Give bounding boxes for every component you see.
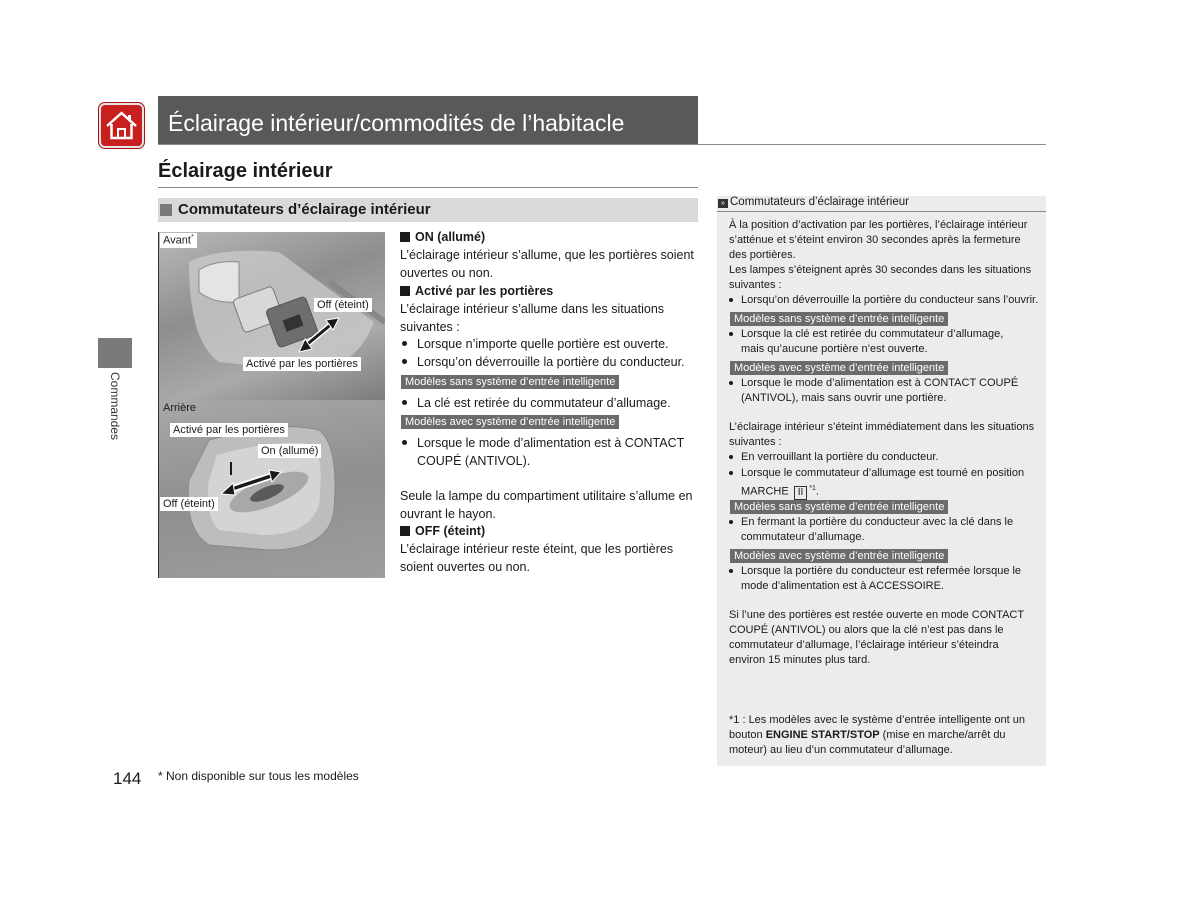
home-icon: [101, 105, 142, 146]
list-item: En verrouillant la portière du conducteur.: [729, 450, 1035, 465]
rear-view-label: Arrière: [163, 402, 197, 414]
front-off-label: Off (éteint): [314, 298, 372, 312]
door-text: L’éclairage intérieur s’allume dans les situations suivantes :: [400, 302, 665, 334]
panel-paragraph: À la position d’activation par les portières, l’éclairage intérieur s’atténue et s’éteint environ 30 secondes après la fermeture des portières.: [729, 219, 1028, 261]
list-item: Lorsque le mode d’alimentation est à CONTACT COUPÉ (ANTIVOL).: [402, 434, 700, 470]
list-item: La clé est retirée du commutateur d’allumage.: [402, 394, 702, 412]
footnote: * Non disponible sur tous les modèles: [158, 769, 359, 783]
rear-off-label: Off (éteint): [160, 497, 218, 511]
section-divider: [158, 187, 698, 188]
door-heading: Activé par les portières: [400, 282, 553, 300]
list-item: Lorsqu’on déverrouille la portière du conducteur.: [402, 353, 702, 371]
model-tag-with: Modèles avec système d’entrée intelligente: [730, 549, 948, 563]
model-tag-without: Modèles sans système d’entrée intelligente: [730, 312, 948, 326]
page-number: 144: [113, 769, 142, 788]
list-item: Lorsque le mode d’alimentation est à CONTACT COUPÉ (ANTIVOL), mais sans ouvrir une portière.: [729, 376, 1029, 406]
ignition-position-key: II: [794, 486, 808, 500]
reference-arrow-icon: »: [718, 199, 728, 208]
model-tag-with: Modèles avec système d’entrée intelligente: [401, 415, 619, 429]
off-text: L’éclairage intérieur reste éteint, que les portières soient ouvertes ou non.: [400, 542, 674, 574]
info-panel-title: Commutateurs d’éclairage intérieur: [730, 196, 909, 208]
subsection-title: Commutateurs d’éclairage intérieur: [178, 201, 431, 218]
panel-footnote: *1 : Les modèles avec le système d’entrée intelligente ont un bouton ENGINE START/STOP (mise en marche/arrêt du moteur) au lieu d’un commutateur d’allumage.: [729, 714, 1025, 756]
panel-paragraph: L’éclairage intérieur s’éteint immédiatement dans les situations suivantes :: [729, 421, 1035, 448]
panel-paragraph: Si l’une des portières est restée ouverte en mode CONTACT COUPÉ (ANTIVOL) ou alors que la clé n’est pas dans le commutateur d’allumage, l’éclairage intérieur s’éteindra environ 15 minutes plus tard.: [729, 609, 1024, 666]
list-item: Lorsque n’importe quelle portière est ouverte.: [402, 335, 702, 353]
title-divider: [158, 144, 1046, 145]
cargo-text: Seule la lampe du compartiment utilitaire s’allume en ouvrant le hayon.: [400, 489, 693, 521]
model-tag-with: Modèles avec système d’entrée intelligente: [730, 361, 948, 375]
list-item: En fermant la portière du conducteur avec la clé dans le commutateur d’allumage.: [729, 515, 1029, 545]
list-item: Lorsque la portière du conducteur est refermée lorsque le mode d’alimentation est à ACCESSOIRE.: [729, 564, 1035, 594]
panel-paragraph: Les lampes s’éteignent après 30 secondes dans les situations suivantes :: [729, 264, 1032, 291]
section-title: Éclairage intérieur: [158, 160, 333, 182]
chapter-tab-label: Commandes: [108, 372, 122, 441]
front-light-photo: [158, 232, 385, 400]
off-heading: OFF (éteint): [400, 522, 485, 540]
list-item: Lorsque le commutateur d’allumage est tourné en position MARCHE II $^{*1}$.: [729, 466, 1035, 500]
list-item: Lorsque la clé est retirée du commutateur d’allumage, mais qu’aucune portière n’est ouverte.: [729, 327, 1029, 357]
list-item: Lorsqu’on déverrouille la portière du conducteur sans l’ouvrir.: [729, 293, 1039, 308]
on-text: L’éclairage intérieur s’allume, que les portières soient ouvertes ou non.: [400, 248, 694, 280]
model-tag-without: Modèles sans système d’entrée intelligente: [401, 375, 619, 389]
subsection-marker-icon: [160, 204, 172, 216]
front-view-label: Avant*: [160, 233, 197, 248]
front-door-label: Activé par les portières: [243, 357, 361, 371]
home-button[interactable]: [99, 103, 144, 148]
on-heading: ON (allumé): [400, 228, 485, 246]
rear-on-label: On (allumé): [258, 444, 321, 458]
chapter-tab[interactable]: [98, 338, 132, 368]
page-title: Éclairage intérieur/commodités de l’habitacle: [168, 110, 625, 136]
rear-door-label: Activé par les portières: [170, 423, 288, 437]
model-tag-without: Modèles sans système d’entrée intelligente: [730, 500, 948, 514]
